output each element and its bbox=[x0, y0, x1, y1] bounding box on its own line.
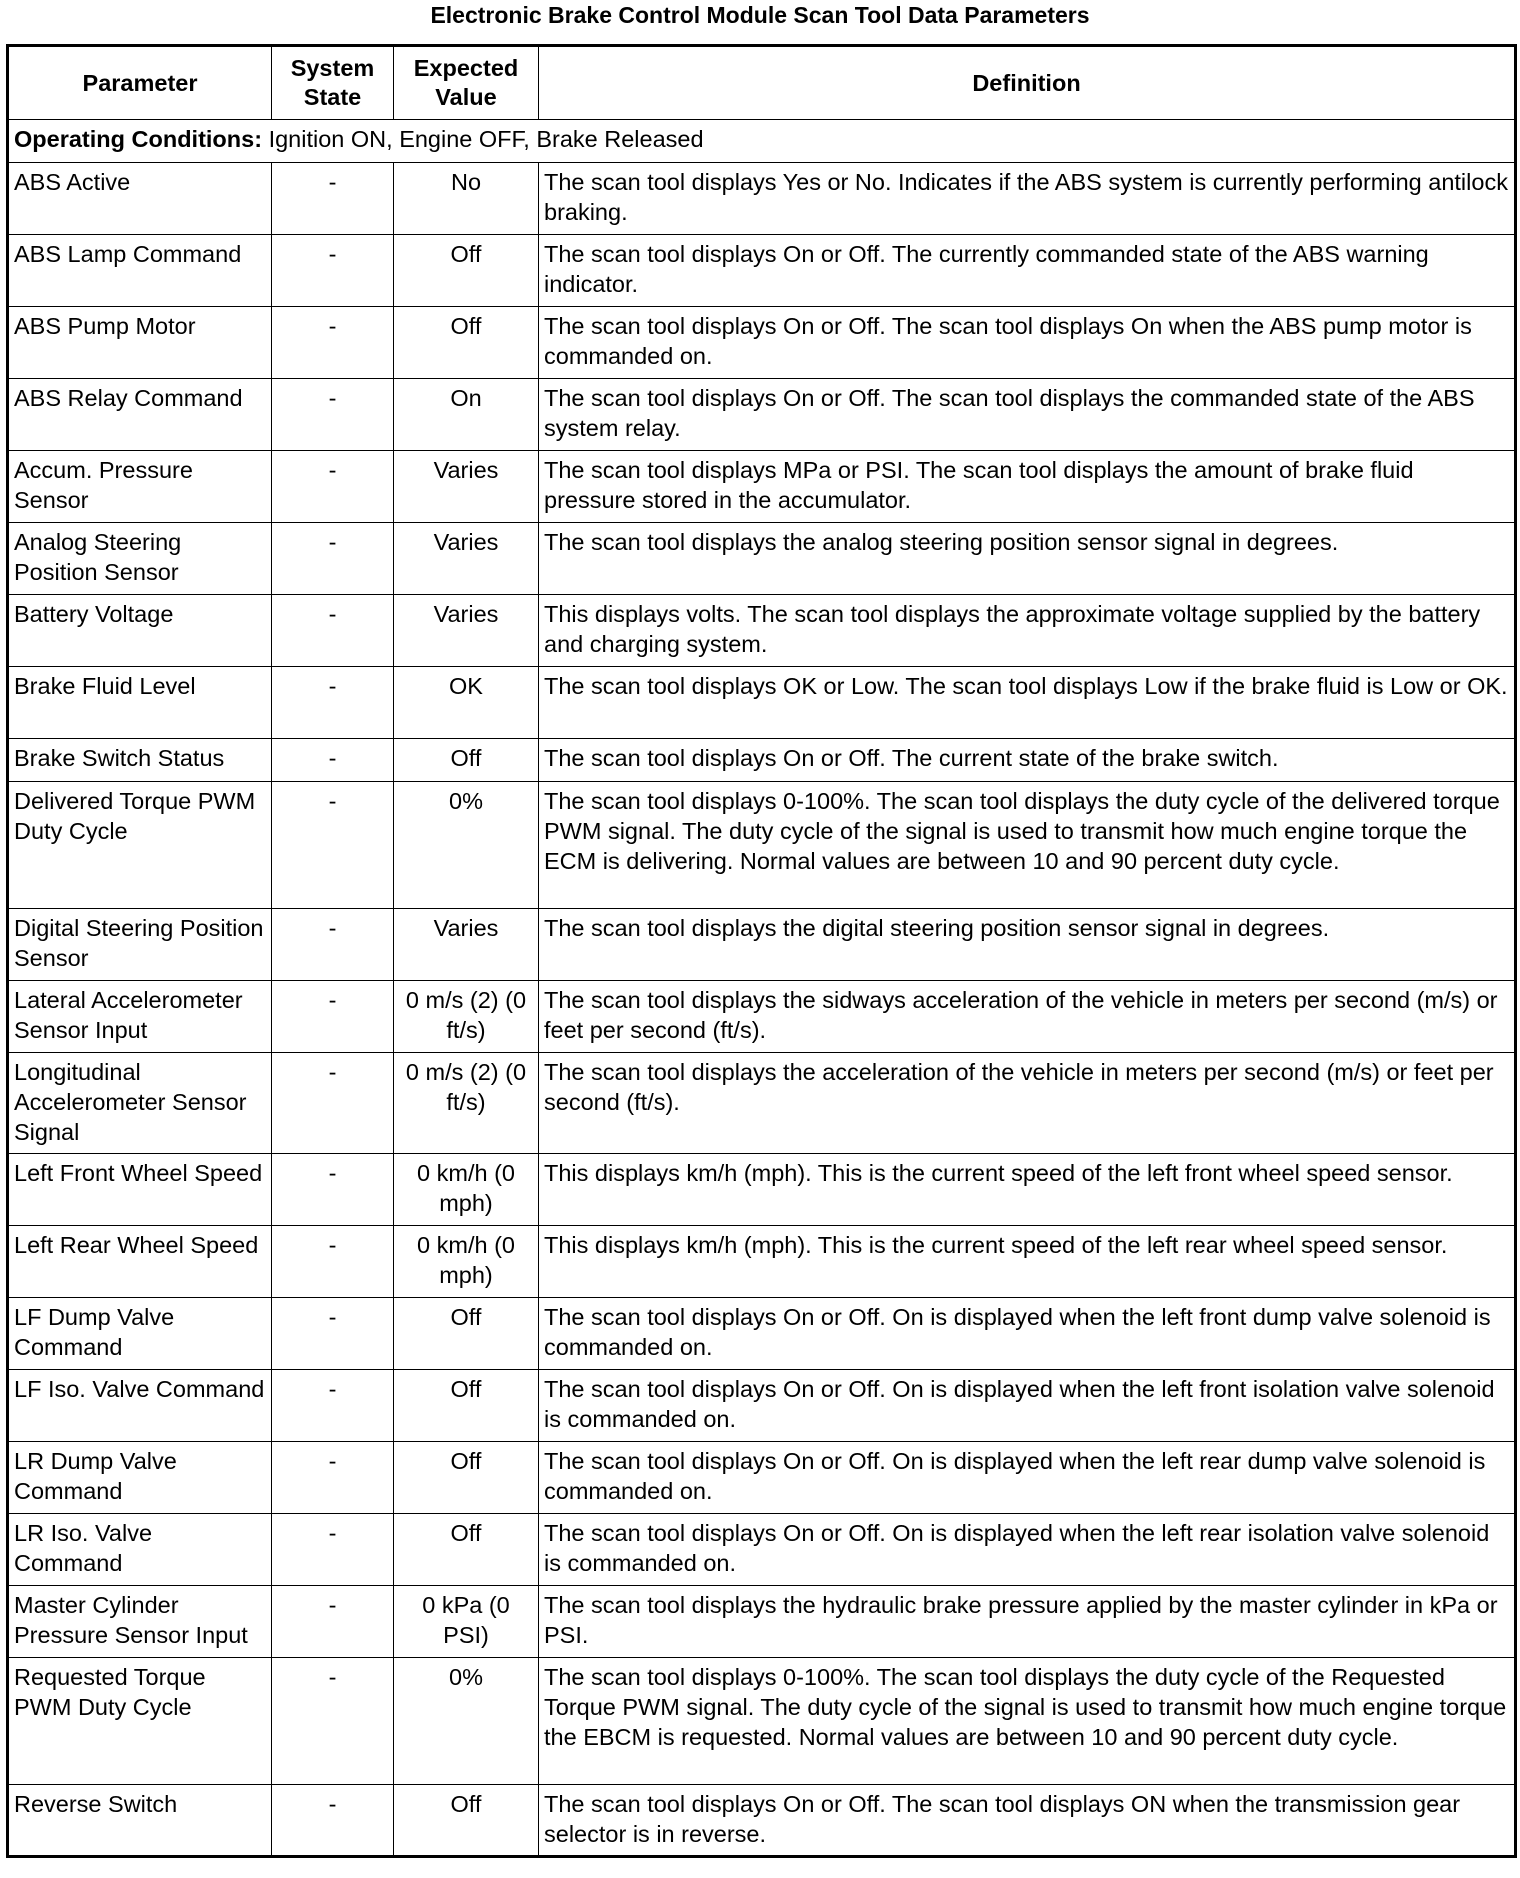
definition-cell: The scan tool displays On or Off. The current state of the brake switch. bbox=[539, 739, 1516, 782]
system-state-cell: - bbox=[272, 307, 394, 379]
table-row bbox=[8, 1785, 1516, 1857]
definition-cell: The scan tool displays Yes or No. Indicates if the ABS system is currently performing antilock braking. bbox=[539, 163, 1516, 235]
expected-value-cell: On bbox=[394, 379, 539, 451]
system-state-cell: - bbox=[272, 782, 394, 909]
system-state-cell: - bbox=[272, 163, 394, 235]
expected-value-cell: Off bbox=[394, 235, 539, 307]
parameter-cell: Master Cylinder Pressure Sensor Input bbox=[8, 1586, 272, 1658]
expected-value-cell: Varies bbox=[394, 523, 539, 595]
expected-value-cell: Off bbox=[394, 1442, 539, 1514]
parameter-cell: Left Rear Wheel Speed bbox=[8, 1226, 272, 1298]
table-row bbox=[8, 739, 1516, 782]
operating-conditions-row bbox=[8, 120, 1516, 163]
parameter-cell: LF Iso. Valve Command bbox=[8, 1370, 272, 1442]
table-row bbox=[8, 1298, 1516, 1370]
definition-cell: The scan tool displays On or Off. The currently commanded state of the ABS warning indicator. bbox=[539, 235, 1516, 307]
system-state-cell: - bbox=[272, 1154, 394, 1226]
definition-cell: The scan tool displays On or Off. On is displayed when the left front isolation valve solenoid is commanded on. bbox=[539, 1370, 1516, 1442]
parameter-cell: ABS Pump Motor bbox=[8, 307, 272, 379]
table-row bbox=[8, 307, 1516, 379]
operating-conditions-text: Ignition ON, Engine OFF, Brake Released bbox=[262, 126, 704, 152]
expected-value-cell: Varies bbox=[394, 909, 539, 981]
table-header-row bbox=[8, 46, 1516, 120]
operating-conditions-cell bbox=[8, 120, 1516, 163]
definition-cell: The scan tool displays On or Off. On is displayed when the left rear isolation valve solenoid is commanded on. bbox=[539, 1514, 1516, 1586]
system-state-cell: - bbox=[272, 981, 394, 1053]
definition-cell: This displays km/h (mph). This is the current speed of the left front wheel speed sensor. bbox=[539, 1154, 1516, 1226]
expected-value-cell: Off bbox=[394, 1514, 539, 1586]
parameter-cell: Digital Steering Position Sensor bbox=[8, 909, 272, 981]
system-state-cell: - bbox=[272, 1514, 394, 1586]
table-row bbox=[8, 1226, 1516, 1298]
expected-value-cell: Off bbox=[394, 307, 539, 379]
system-state-cell: - bbox=[272, 1370, 394, 1442]
table-row bbox=[8, 1053, 1516, 1154]
header-system-state: System State bbox=[272, 46, 394, 120]
system-state-cell: - bbox=[272, 909, 394, 981]
parameter-cell: Lateral Accelerometer Sensor Input bbox=[8, 981, 272, 1053]
definition-cell: The scan tool displays On or Off. The scan tool displays ON when the transmission gear selector is in reverse. bbox=[539, 1785, 1516, 1857]
table-row bbox=[8, 451, 1516, 523]
system-state-cell: - bbox=[272, 667, 394, 739]
system-state-cell: - bbox=[272, 595, 394, 667]
table-row bbox=[8, 1442, 1516, 1514]
header-definition: Definition bbox=[539, 46, 1516, 120]
header-expected-value: Expected Value bbox=[394, 46, 539, 120]
parameter-cell: LR Dump Valve Command bbox=[8, 1442, 272, 1514]
system-state-cell: - bbox=[272, 1785, 394, 1857]
system-state-cell: - bbox=[272, 235, 394, 307]
expected-value-cell: Off bbox=[394, 739, 539, 782]
table-row bbox=[8, 1514, 1516, 1586]
system-state-cell: - bbox=[272, 451, 394, 523]
scan-tool-parameters-table bbox=[6, 44, 1517, 1858]
table-row bbox=[8, 909, 1516, 981]
expected-value-cell: 0 km/h (0 mph) bbox=[394, 1226, 539, 1298]
expected-value-cell: 0 kPa (0 PSI) bbox=[394, 1586, 539, 1658]
header-parameter: Parameter bbox=[8, 46, 272, 120]
parameter-cell: Left Front Wheel Speed bbox=[8, 1154, 272, 1226]
definition-cell: This displays volts. The scan tool displays the approximate voltage supplied by the battery and charging system. bbox=[539, 595, 1516, 667]
system-state-cell: - bbox=[272, 739, 394, 782]
parameter-cell: LR Iso. Valve Command bbox=[8, 1514, 272, 1586]
parameter-cell: Requested Torque PWM Duty Cycle bbox=[8, 1658, 272, 1785]
table-row bbox=[8, 379, 1516, 451]
table-row bbox=[8, 667, 1516, 739]
expected-value-cell: No bbox=[394, 163, 539, 235]
definition-cell: The scan tool displays 0-100%. The scan tool displays the duty cycle of the Requested Torque PWM signal. The duty cycle of the signal is used to transmit how much engine torque the EBCM is requested. Normal values are between 10 and 90 percent duty cycle. bbox=[539, 1658, 1516, 1785]
system-state-cell: - bbox=[272, 1226, 394, 1298]
system-state-cell: - bbox=[272, 379, 394, 451]
parameter-cell: Delivered Torque PWM Duty Cycle bbox=[8, 782, 272, 909]
parameter-cell: ABS Active bbox=[8, 163, 272, 235]
table-row bbox=[8, 163, 1516, 235]
definition-cell: The scan tool displays On or Off. The scan tool displays the commanded state of the ABS system relay. bbox=[539, 379, 1516, 451]
definition-cell: The scan tool displays the hydraulic brake pressure applied by the master cylinder in kPa or PSI. bbox=[539, 1586, 1516, 1658]
definition-cell: The scan tool displays the digital steering position sensor signal in degrees. bbox=[539, 909, 1516, 981]
system-state-cell: - bbox=[272, 1442, 394, 1514]
document-title: Electronic Brake Control Module Scan Tool Data Parameters bbox=[430, 2, 1090, 28]
expected-value-cell: 0% bbox=[394, 1658, 539, 1785]
parameter-cell: Longitudinal Accelerometer Sensor Signal bbox=[8, 1053, 272, 1154]
expected-value-cell: Off bbox=[394, 1785, 539, 1857]
table-row bbox=[8, 1370, 1516, 1442]
expected-value-cell: Off bbox=[394, 1298, 539, 1370]
parameter-cell: Reverse Switch bbox=[8, 1785, 272, 1857]
table-row bbox=[8, 981, 1516, 1053]
table-row bbox=[8, 1154, 1516, 1226]
parameter-cell: Battery Voltage bbox=[8, 595, 272, 667]
parameter-cell: LF Dump Valve Command bbox=[8, 1298, 272, 1370]
parameter-cell: Accum. Pressure Sensor bbox=[8, 451, 272, 523]
definition-cell: The scan tool displays On or Off. The scan tool displays On when the ABS pump motor is commanded on. bbox=[539, 307, 1516, 379]
system-state-cell: - bbox=[272, 1298, 394, 1370]
expected-value-cell: 0 m/s (2) (0 ft/s) bbox=[394, 1053, 539, 1154]
parameter-cell: ABS Lamp Command bbox=[8, 235, 272, 307]
table-row bbox=[8, 1586, 1516, 1658]
system-state-cell: - bbox=[272, 523, 394, 595]
system-state-cell: - bbox=[272, 1658, 394, 1785]
expected-value-cell: Varies bbox=[394, 451, 539, 523]
table-row bbox=[8, 782, 1516, 909]
operating-conditions-label: Operating Conditions: bbox=[14, 126, 263, 152]
definition-cell: The scan tool displays the acceleration of the vehicle in meters per second (m/s) or feet per second (ft/s). bbox=[539, 1053, 1516, 1154]
system-state-cell: - bbox=[272, 1053, 394, 1154]
parameter-cell: Brake Switch Status bbox=[8, 739, 272, 782]
definition-cell: The scan tool displays 0-100%. The scan tool displays the duty cycle of the delivered torque PWM signal. The duty cycle of the signal is used to transmit how much engine torque the ECM is delivering. Normal values are between 10 and 90 percent duty cycle. bbox=[539, 782, 1516, 909]
definition-cell: The scan tool displays the analog steering position sensor signal in degrees. bbox=[539, 523, 1516, 595]
table-body bbox=[8, 120, 1516, 1857]
expected-value-cell: 0 km/h (0 mph) bbox=[394, 1154, 539, 1226]
table-row bbox=[8, 523, 1516, 595]
table-row bbox=[8, 1658, 1516, 1785]
table-row bbox=[8, 595, 1516, 667]
definition-cell: The scan tool displays the sidways acceleration of the vehicle in meters per second (m/s) or feet per second (ft/s). bbox=[539, 981, 1516, 1053]
expected-value-cell: Off bbox=[394, 1370, 539, 1442]
table-row bbox=[8, 235, 1516, 307]
expected-value-cell: 0% bbox=[394, 782, 539, 909]
definition-cell: The scan tool displays On or Off. On is displayed when the left front dump valve solenoid is commanded on. bbox=[539, 1298, 1516, 1370]
expected-value-cell: 0 m/s (2) (0 ft/s) bbox=[394, 981, 539, 1053]
parameter-cell: ABS Relay Command bbox=[8, 379, 272, 451]
expected-value-cell: OK bbox=[394, 667, 539, 739]
definition-cell: This displays km/h (mph). This is the current speed of the left rear wheel speed sensor. bbox=[539, 1226, 1516, 1298]
system-state-cell: - bbox=[272, 1586, 394, 1658]
definition-cell: The scan tool displays MPa or PSI. The scan tool displays the amount of brake fluid pressure stored in the accumulator. bbox=[539, 451, 1516, 523]
definition-cell: The scan tool displays On or Off. On is displayed when the left rear dump valve solenoid is commanded on. bbox=[539, 1442, 1516, 1514]
parameter-cell: Analog Steering Position Sensor bbox=[8, 523, 272, 595]
parameter-cell: Brake Fluid Level bbox=[8, 667, 272, 739]
expected-value-cell: Varies bbox=[394, 595, 539, 667]
definition-cell: The scan tool displays OK or Low. The scan tool displays Low if the brake fluid is Low or OK. bbox=[539, 667, 1516, 739]
